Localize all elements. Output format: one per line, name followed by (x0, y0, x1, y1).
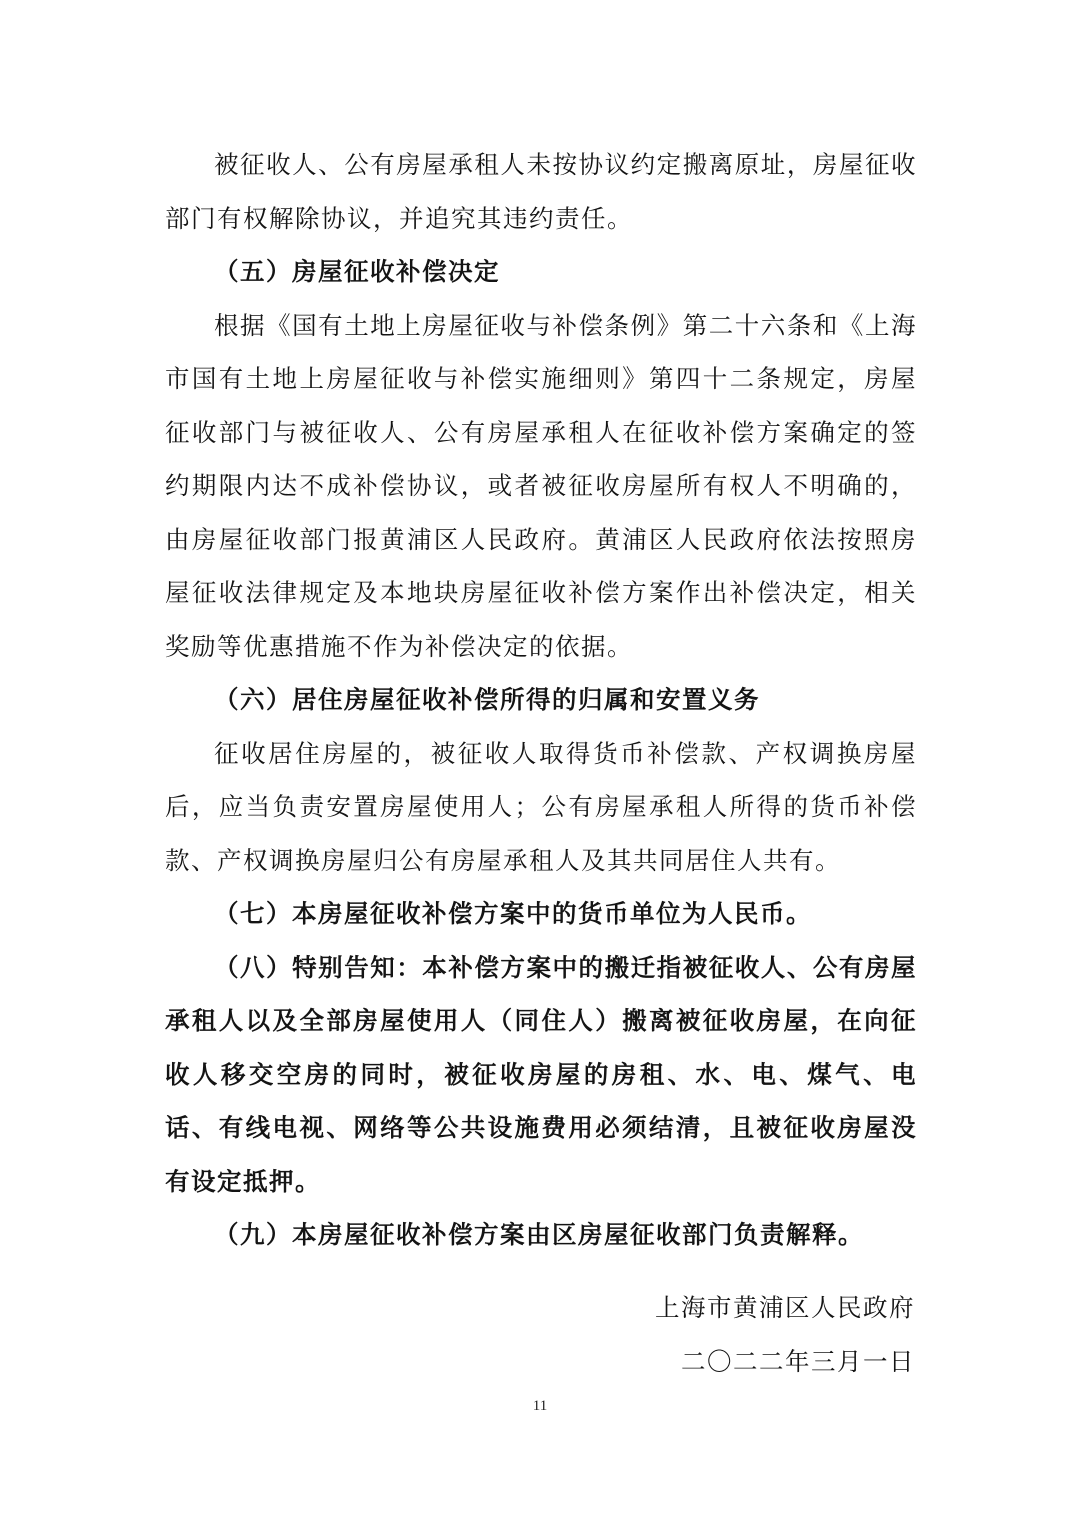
signature-block (495, 1281, 915, 1388)
section-7-currency: （七）本房屋征收补偿方案中的货币单位为人民币。 (214, 899, 812, 928)
section-9-interpretation: （九）本房屋征收补偿方案由区房屋征收部门负责解释。 (214, 1220, 864, 1249)
paragraph-compensation-decision: 根据《国有土地上房屋征收与补偿条例》第二十六条和《上海市国有土地上房屋征收与补偿实施细则》第四十二条规定，房屋征收部门与被征收人、公有房屋承租人在征收补偿方案确定的签约期限内达不成补偿协议，或者被征收房屋所有权人不明确的，由房屋征收部门报黄浦区人民政府。黄浦区人民政府依法按照房屋征收法律规定及本地块房屋征收补偿方案作出补偿决定，相关奖励等优惠措施不作为补偿决定的依据。 (165, 310, 917, 661)
section-8-special-notice: （八）特别告知：本补偿方案中的搬迁指被征收人、公有房屋承租人以及全部房屋使用人（同住人）搬离被征收房屋，在向征收人移交空房的同时，被征收房屋的房租、水、电、煤气、电话、有线电视、网络等公共设施费用必须结清，且被征收房屋没有设定抵押。 (165, 952, 917, 1196)
paragraph-residential-ownership: 征收居住房屋的，被征收人取得货币补偿款、产权调换房屋后，应当负责安置房屋使用人；公有房屋承租人所得的货币补偿款、产权调换房屋归公有房屋承租人及其共同居住人共有。 (165, 738, 917, 875)
section-heading-5: （五）房屋征收补偿决定 (214, 257, 500, 286)
page-number: 11 (532, 1398, 548, 1414)
section-heading-6: （六）居住房屋征收补偿所得的归属和安置义务 (214, 685, 760, 714)
paragraph-breach-of-agreement: 被征收人、公有房屋承租人未按协议约定搬离原址，房屋征收部门有权解除协议，并追究其违约责任。 (165, 150, 917, 233)
issue-date: 二〇二二年三月一日 (681, 1346, 915, 1376)
document-body (165, 138, 917, 1262)
issuer-name: 上海市黄浦区人民政府 (655, 1293, 915, 1322)
